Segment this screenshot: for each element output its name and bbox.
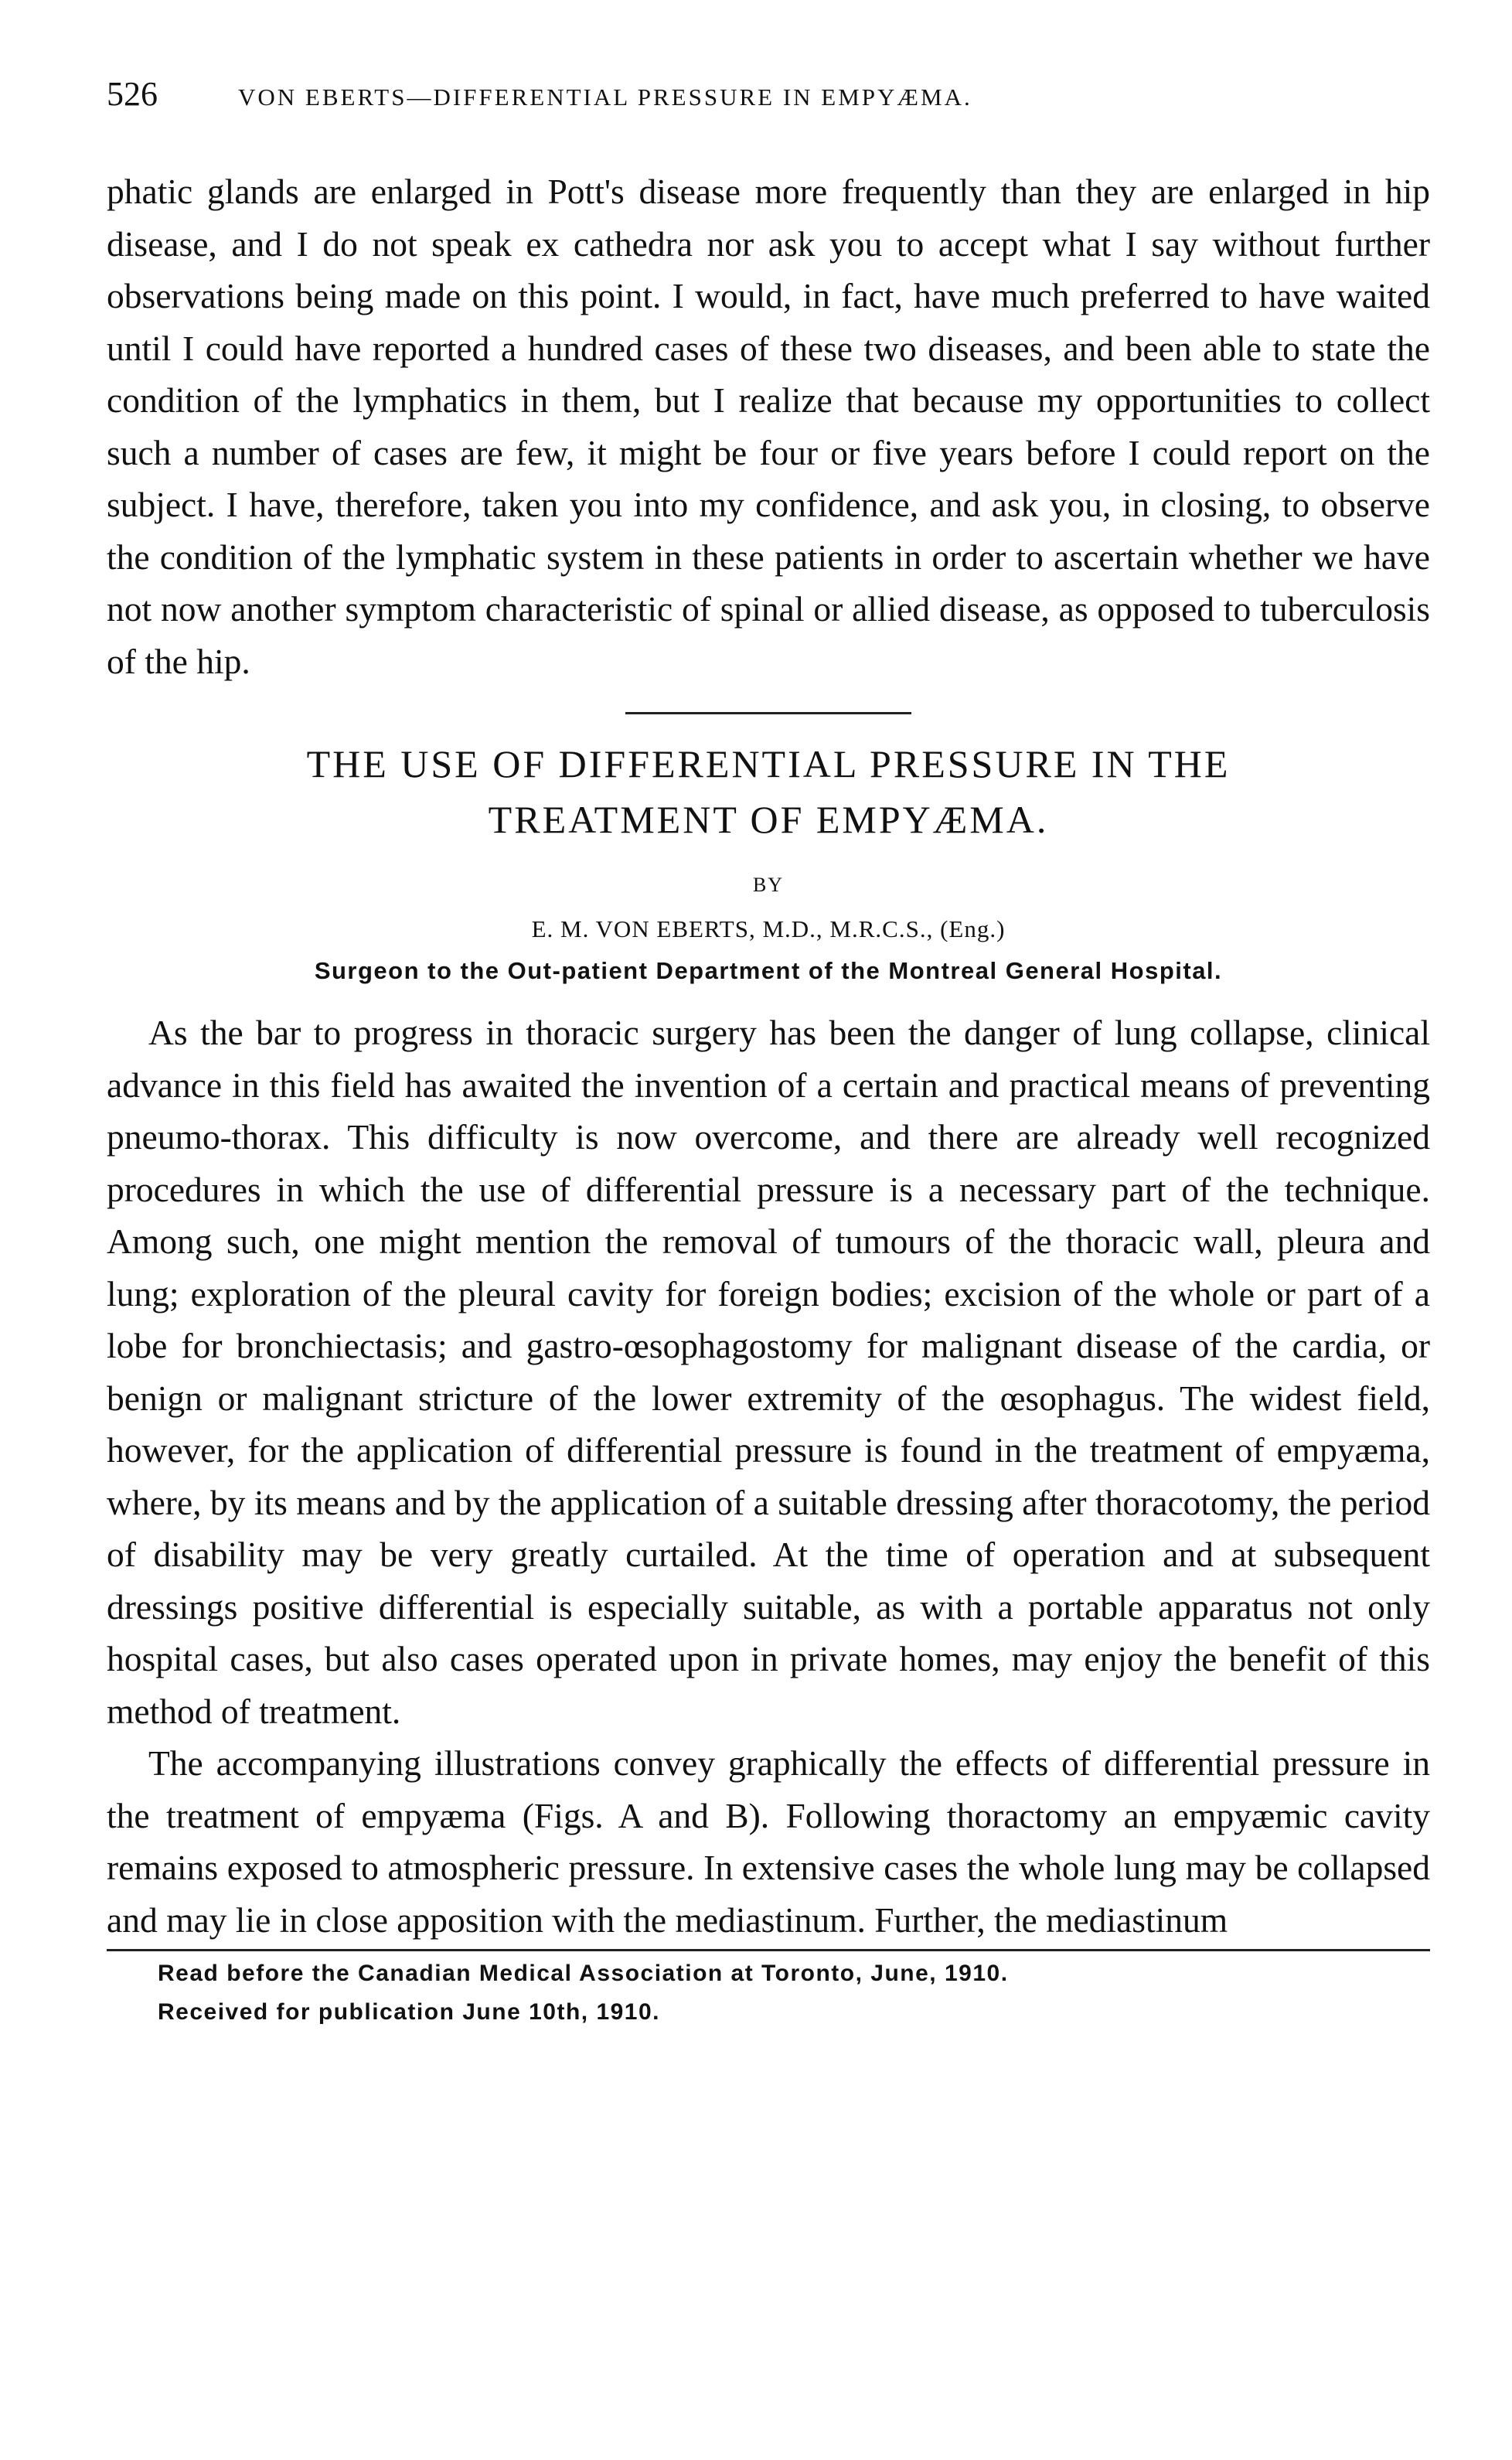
article-title-line-2: TREATMENT OF EMPYÆMA. xyxy=(488,798,1049,841)
author-affiliation: Surgeon to the Out-patient Department of the Montreal General Hospital. xyxy=(314,957,1223,984)
footnote-line-1: Read before the Canadian Medical Association at Toronto, June, 1910. xyxy=(158,1961,1009,1986)
footnote-line-2: Received for publication June 10th, 1910. xyxy=(158,1999,661,2025)
article-paragraph-1: As the bar to progress in thoracic surgery has been the danger of lung collapse, clinical advance in this field has awaited the invention of a certain and practical means of preventing pneumo-thorax. This difficulty is now overcome, and there are already well recognized procedures in which the use of differential pressure is a necessary part of the technique. Among such, one might mention the removal of tumours of the thoracic wall, pleura and lung; exploration of the pleural cavity for foreign bodies; excision of the whole or part of a lobe for bronchiectasis; and gastro-œsophagostomy for malignant disease of the cardia, or benign or malignant stricture of the lower extremity of the œsophagus. The widest field, however, for the application of differential pressure is found in the treatment of empyæma, where, by its means and by the application of a suitable dressing after thoracotomy, the period of disability may be very greatly curtailed. At the time of operation and at subsequent dressings positive differential is especially suitable, as with a portable apparatus not only hospital cases, but also cases operated upon in private homes, may enjoy the benefit of this method of treatment. xyxy=(107,1013,1430,1731)
journal-page xyxy=(107,74,1430,2029)
page-number: 526 xyxy=(107,75,158,113)
author-line: E. M. VON EBERTS, M.D., M.R.C.S., (Eng.) xyxy=(531,915,1006,942)
section-divider xyxy=(625,712,911,714)
preceding-article-paragraph: phatic glands are enlarged in Pott's disease more frequently than they are enlarged in hip disease, and I do not speak ex cathedra nor ask you to accept what I say without further observations being made on this point. I would, in fact, have much preferred to have waited until I could have reported a hundred cases of these two diseases, and been able to state the condition of the lymphatics in them, but I realize that because my opportunities to collect such a number of cases are few, it might be four or five years before I could report on the subject. I have, therefore, taken you into my confidence, and ask you, in closing, to observe the condition of the lymphatic system in these patients in order to ascertain whether we have not now another symptom characteristic of spinal or allied disease, as opposed to tuberculosis of the hip. xyxy=(107,172,1430,681)
running-title: VON EBERTS—DIFFERENTIAL PRESSURE IN EMPYÆMA. xyxy=(238,83,972,111)
article-title-line-1: THE USE OF DIFFERENTIAL PRESSURE IN THE xyxy=(306,742,1231,785)
by-line: BY xyxy=(752,874,785,896)
footnote-rule xyxy=(107,1949,1430,1951)
running-head xyxy=(107,74,1430,124)
article-paragraph-2: The accompanying illustrations convey graphically the effects of differential pressure in the treatment of empyæma (Figs. A and B). Following thoractomy an empyæmic cavity remains exposed to atmospheric pressure. In extensive cases the whole lung may be collapsed and may lie in close apposition with the mediastinum. Further, the mediastinum xyxy=(107,1743,1430,1940)
